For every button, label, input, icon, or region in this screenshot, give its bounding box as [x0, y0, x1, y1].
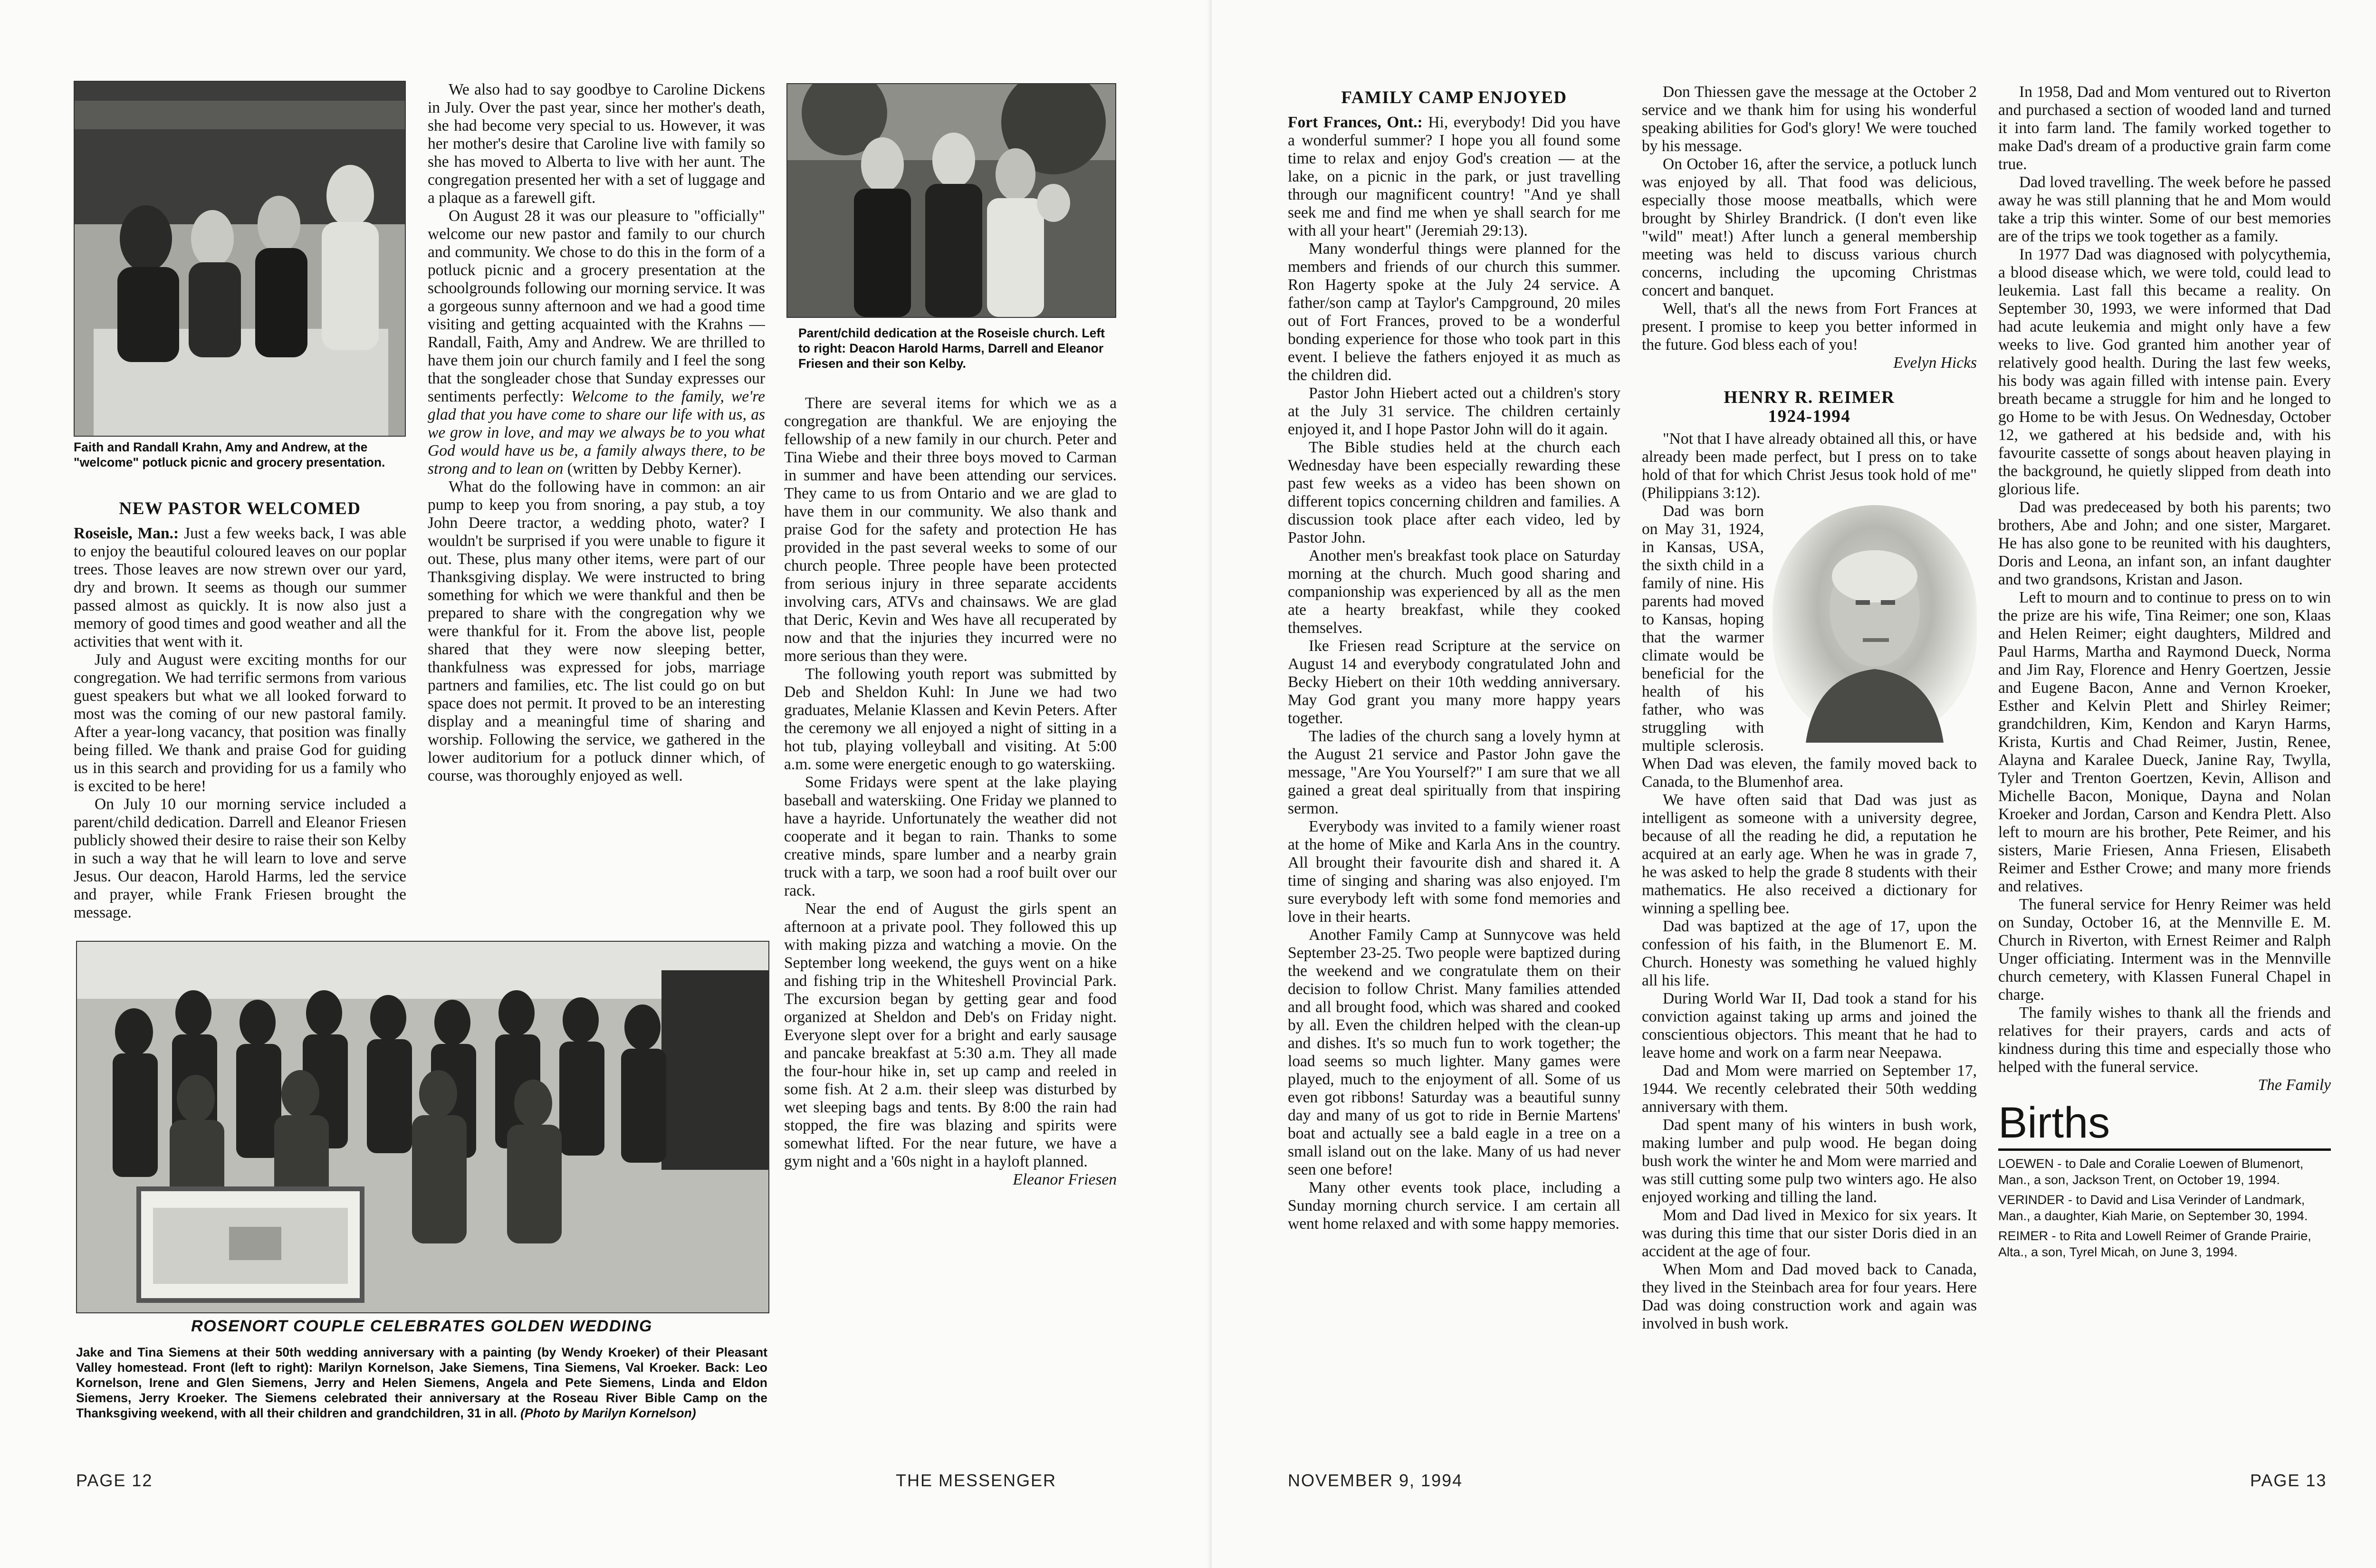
dedication-photo-caption: Parent/child dedication at the Roseisle church. Left to right: Deacon Harold Harms, Darrell and Eleanor Friesen and their son Kelby.: [798, 326, 1105, 371]
reimer-paragraph-12: Dad was predeceased by both his parents; two brothers, Abe and John; and one sister, Margaret. He has also gone to be reunited with his daughters, Doris and Leona, an infant son, an infant daughter and two grandsons, Kristan and Jason.: [1998, 498, 2331, 588]
births-rule: [1998, 1148, 2331, 1151]
pastor-paragraph-1: Just a few weeks back, I was able to enjoy the beautiful coloured leaves on our poplar trees. Those leaves are now strewn over our yard, dry and brown. It seems as though our summer passed almost as quickly. It is now also just a memory of good times and good weather and all the activities that went with it.: [74, 525, 406, 650]
births-heading: Births: [1998, 1099, 2110, 1147]
article-reimer-col3: [1998, 83, 2331, 1461]
camp-paragraph-10: Many other events took place, including a Sunday morning church service. I am certain all went home relaxed and with some happy memories.: [1288, 1179, 1620, 1233]
pastor-paragraph-3: On July 10 our morning service included a parent/child dedication. Darrell and Eleanor Friesen publicly showed their desire to raise their son Kelby in such a way that he will learn to love and serve Jesus. Our deacon, Harold Harms, led the service and prayer, while Frank Friesen brought the message.: [74, 795, 406, 921]
camp-paragraph-8: Everybody was invited to a family wiener roast at the home of Mike and Karla Ans in the country. All brought their favourite dish and shared it. A time of singing and sharing was also enjoyed. I'm sure everybody left with some fond memories and love in their hearts.: [1288, 818, 1620, 926]
siemens-photo-caption: [76, 1345, 767, 1421]
henry-reimer-portrait: [1772, 505, 1977, 743]
article-new-pastor-col3: [784, 394, 1117, 1461]
article-family-camp-col1: [1288, 83, 1620, 1461]
article-new-pastor-col1: [74, 494, 406, 924]
reimer-paragraph-3: Dad was baptized at the age of 17, upon the confession of his faith, in the Blumenort E. M. Church. Honesty was something he valued highly all his life.: [1642, 918, 1977, 989]
page-13: [1212, 0, 2376, 1568]
camp-paragraph-3: Pastor John Hiebert acted out a children's story at the July 31 service. The children certainly enjoyed it, and I hope Pastor John will do it again.: [1288, 384, 1620, 438]
krahn-family-photo: [74, 81, 406, 437]
reimer-name: HENRY R. REIMER: [1724, 388, 1895, 407]
footer-page-13: PAGE 13: [2250, 1471, 2327, 1490]
pastor-paragraph-2: July and August were exciting months for our congregation. We had terrific sermons from various guest speakers but what we all looked forward to most was the coming of our new pastoral family. After a year-long vacancy, that position was finally being filled. We thank and praise God for guiding us in this search and providing for us a family who is excited to be here!: [74, 651, 406, 795]
camp-paragraph-12: On October 16, after the service, a potluck lunch was enjoyed by all. That food was delicious, especially those moose meatballs, which were brought by Shirley Brandrick. (I don't even like "wild" meat!) After lunch a general membership meeting was held to discuss various church concerns, including the upcoming Christmas concert and banquet.: [1642, 155, 1977, 299]
pastor-paragraph-7: There are several items for which we as a congregation are thankful. We are enjoying the fellowship of a new family in our church. Peter and Tina Wiebe and their three boys moved to Carman in summer and have been attending our services. They came to us from Ontario and we are glad to have them in our community. We also thank and praise God for the safety and protection He has provided in the past several weeks to some of our church people. Three people have been protected from serious injury in three separate accidents involving cars, ATVs and chainsaws. We are glad that Deric, Kevin and Wes have all recuperated by now and that the injuries they incurred were no more serious than they were.: [784, 394, 1117, 665]
camp-paragraph-4: The Bible studies held at the church each Wednesday have been especially rewarding these past few weeks as a video has been shown on different topics concerning children and families. A discussion took place after each video, led by Pastor John.: [1288, 439, 1620, 546]
song-quote: Welcome to the family, we're glad that you have come to share our life with us, as we grow in love, and may we always be to you what God would have us be, a family always there, to be strong and to lean on: [428, 388, 765, 478]
footer-page-12: PAGE 12: [76, 1471, 153, 1490]
siemens-caption-text: Jake and Tina Siemens at their 50th wedding anniversary with a painting (by Wendy Kroeker) of their Pleasant Valley homestead. Front (left to right): Marilyn Kornelson, Jake Siemens, Tina Siemens, Val Kroeker. Back: Leo Kornelson, Irene and Glen Siemens, Jerry and Helen Siemens, Angela and Pete Siemens, Linda and Eldon Siemens, Jerry Kroeker. The Siemens celebrated their anniversary at the Roseau River Bible Camp on the Thanksgiving weekend, with all their children and grandchildren, 31 in all.: [76, 1345, 767, 1420]
footer-issue-date: NOVEMBER 9, 1994: [1288, 1471, 1463, 1490]
article-new-pastor-col2: [428, 81, 765, 924]
footer-publication: THE MESSENGER: [896, 1471, 1057, 1490]
camp-paragraph-1: Hi, everybody! Did you have a wonderful summer? I hope you all found some time to relax and enjoy God's creation — at the lake, on a picnic in the park, or just travelling through our magnificent country! "And ye shall seek me and find me when ye shall search for me with all your heart" (Jeremiah 29:13).: [1288, 114, 1620, 239]
pastor-paragraph-6: What do the following have in common: an air pump to keep you from snoring, a pay stub, a toy John Deere tractor, a wedding photo, water? I wouldn't be surprised if you were unable to figure it out. These, plus many other items, were part of our Thanksgiving display. We were instructed to bring something for which we were thankful and then be prepared to share with the congregation why we were thankful for it. From the above list, people shared that they were now sleeping better, thankfulness was expressed for jobs, marriage partners and families, etc. The list could go on but space does not permit. It proved to be an interesting display and a meaningful time of sharing and worship. Following the service, we gathered in the lower auditorium for a potluck dinner which, of course, was thoroughly enjoyed as well.: [428, 478, 765, 784]
birth-notice-loewen: LOEWEN - to Dale and Coralie Loewen of Blumenort, Man., a son, Jackson Trent, on October 19, 1994.: [1998, 1157, 2304, 1187]
reimer-paragraph-9: In 1958, Dad and Mom ventured out to Riverton and purchased a section of wooded land and turned it into farm land. The family worked together to make Dad's dream of a productive grain farm come true.: [1998, 83, 2331, 173]
pastor-paragraph-5b: (written by Debby Kerner).: [567, 460, 742, 478]
reimer-paragraph-1: Dad was born on May 31, 1924, in Kansas, USA, the sixth child in a family of nine. His parents had moved to Kansas, hoping that the warmer climate would be beneficial for the health of his father, who was struggling with multiple sclerosis. When Dad was eleven, the family moved back to Canada, to the Blumenhof area.: [1642, 502, 1977, 791]
reimer-scripture-quote: "Not that I have already obtained all this, or have already been made perfect, but I press on to take hold of that for which Christ Jesus took hold of me" (Philippians 3:12).: [1642, 430, 1977, 502]
signature-evelyn-hicks: Evelyn Hicks: [1893, 354, 1977, 372]
birth-notice-verinder: VERINDER - to David and Lisa Verinder of Landmark, Man., a daughter, Kiah Marie, on September 30, 1994.: [1998, 1193, 2308, 1223]
reimer-paragraph-15: The family wishes to thank all the friends and relatives for their prayers, cards and acts of kindness during this time and especially those who helped with the funeral service.: [1998, 1004, 2331, 1076]
camp-paragraph-13: Well, that's all the news from Fort Frances at present. I promise to keep you better informed in the future. God bless each of you!: [1642, 300, 1977, 354]
reimer-paragraph-2: We have often said that Dad was just as intelligent as someone with a university degree, because of all the reading he did, a reputation he acquired at an early age. When he was in grade 7, he was asked to help the grade 8 students with their mathematics. He also received a dictionary for winning a spelling bee.: [1642, 791, 1977, 917]
reimer-years: 1924-1994: [1768, 407, 1851, 426]
camp-paragraph-11: Don Thiessen gave the message at the October 2 service and we thank him for using his wonderful speaking abilities for God's glory! We were touched by his message.: [1642, 83, 1977, 155]
signature-eleanor-friesen: Eleanor Friesen: [1013, 1171, 1117, 1188]
pastor-paragraph-9: Some Fridays were spent at the lake playing baseball and waterskiing. One Friday we planned to have a hayride. Unfortunately the weather did not cooperate and it began to rain. Thanks to some creative minds, spare lumber and a nearby grain truck with a tarp, we soon had a roof built over our rack.: [784, 774, 1117, 899]
article-reimer-col2: [1642, 83, 1977, 1461]
reimer-paragraph-6: Dad spent many of his winters in bush work, making lumber and pulp wood. He began doing bush work the winter he and Mom were married and was still cutting some pulp two winters ago. He also enjoyed working and tilling the land.: [1642, 1116, 1977, 1206]
headline-new-pastor: NEW PASTOR WELCOMED: [119, 499, 361, 518]
reimer-paragraph-14: The funeral service for Henry Reimer was held on Sunday, October 16, at the Mennville E. M. Church in Riverton, with Ernest Reimer and Ralph Unger officiating. Interment was in the Mennville church cemetery, with Klassen Funeral Chapel in charge.: [1998, 896, 2331, 1004]
camp-paragraph-9: Another Family Camp at Sunnycove was held September 23-25. Two people were baptized during the weekend and we congratulate them on their decision to follow Christ. Many families attended and all brought food, which was shared and cooked by all. Even the children helped with the clean-up and dishes. It's so much fun to work together; the load seems so much lighter. Many games were played, much to the enjoyment of all. Some of us even got ribbons! Saturday was a beautiful sunny day and many of us got to ride in Bernie Martens' boat and actually see a bald eagle in a tree on a small island out on the lake. Many of us had never seen one before!: [1288, 926, 1620, 1178]
headline-henry-reimer: [1642, 388, 1977, 426]
dateline-fort-frances: Fort Frances, Ont.:: [1288, 114, 1423, 131]
pastor-paragraph-5a: On August 28 it was our pleasure to "officially" welcome our new pastor and family to our church and community. We chose to do this in the form of a potluck picnic and a grocery presentation at the schoolgrounds following our morning service. It was a gorgeous sunny afternoon and we had a good time visiting and getting acquainted with the Krahns — Randall, Faith, Amy and Andrew. We are thrilled to have them join our church family and I feel the song that the songleader chose that Sunday expresses our sentiments perfectly:: [428, 207, 765, 405]
siemens-photo-credit: (Photo by Marilyn Kornelson): [520, 1406, 696, 1420]
headline-family-camp: FAMILY CAMP ENJOYED: [1341, 88, 1567, 107]
camp-paragraph-5: Another men's breakfast took place on Saturday morning at the church. Much good sharing and companionship was experienced by all as the men ate a hearty breakfast, while they cooked themselves.: [1288, 547, 1620, 637]
reimer-paragraph-8: When Mom and Dad moved back to Canada, they lived in the Steinbach area for four years. Here Dad was doing construction work and again was involved in bush work.: [1642, 1261, 1977, 1332]
reimer-paragraph-4: During World War II, Dad took a stand for his conviction against taking up arms and joined the conscientious objectors. This meant that he had to leave home and work on a farm near Neepawa.: [1642, 990, 1977, 1061]
reimer-paragraph-7: Mom and Dad lived in Mexico for six years. It was during this time that our sister Doris died in an accident at the age of four.: [1642, 1206, 1977, 1260]
pastor-paragraph-10: Near the end of August the girls spent an afternoon at a private pool. They followed this up with making pizza and watching a movie. On the September long weekend, the guys went on a hike and fishing trip in the Whiteshell Provincial Park. The excursion began by getting gear and food organized at Sheldon and Deb's on Friday night. Everyone slept over for a bright and early sausage and pancake breakfast at 5:30 a.m. They all made the four-hour hike in, set up camp and reeled in some fish. At 2 a.m. their sleep was disturbed by wet sleeping bags and tents. By 8:00 the rain had stopped, the fire was blazing and spirits were somewhat lifted. For the near future, we have a gym night and a '60s night in a hayloft planned.: [784, 900, 1117, 1170]
camp-paragraph-7: The ladies of the church sang a lovely hymn at the August 21 service and Pastor John gave the message, "Are You Yourself?" I am sure that we all gained a great deal spiritually from that inspiring sermon.: [1288, 727, 1620, 817]
signature-the-family: The Family: [2258, 1076, 2331, 1094]
dedication-photo: [786, 83, 1116, 318]
pastor-paragraph-4: We also had to say goodbye to Caroline Dickens in July. Over the past year, since her mother's death, she had become very special to us. However, it was her mother's desire that Caroline live with family so she has moved to Alberta to live with her aunt. The congregation presented her with a set of luggage and a plaque as a farewell gift.: [428, 81, 765, 207]
reimer-paragraph-11: In 1977 Dad was diagnosed with polycythemia, a blood disease which, we were told, could lead to leukemia. Last fall this became a reality. On September 30, 1993, we were informed that Dad had acute leukemia and might only have a few weeks to live. God granted him another year of relatively good health. During the last few weeks, his body was again filled with intense pain. Every breath became a struggle for him and he longed to go Home to be with Jesus. On Wednesday, October 12, we gathered at his bedside and, with his favourite cassette of songs about heaven playing in the background, he quietly slipped from death into glorious life.: [1998, 246, 2331, 498]
siemens-group-photo: [76, 941, 769, 1313]
camp-paragraph-6: Ike Friesen read Scripture at the service on August 14 and everybody congratulated John and Becky Hiebert on their 10th wedding anniversary. May God grant you many more happy years together.: [1288, 637, 1620, 727]
krahn-photo-caption: Faith and Randall Krahn, Amy and Andrew, at the "welcome" potluck picnic and grocery presentation.: [74, 440, 385, 469]
birth-notice-reimer: REIMER - to Rita and Lowell Reimer of Grande Prairie, Alta., a son, Tyrel Micah, on June 3, 1994.: [1998, 1229, 2311, 1259]
reimer-paragraph-13: Left to mourn and to continue to press on to win the prize are his wife, Tina Reimer; one son, Klaas and Helen Reimer; eight daughters, Mildred and Paul Harms, Martha and Raymond Dueck, Norma and Jim Ray, Florence and Henry Goertzen, Jessie and Eugene Bacon, Anne and Vernon Kroeker, Esther and Kelvin Plett and Shirley Reimer; grandchildren, Kim, Kendon and Karyn Harms, Krista, Kurtis and Chad Reimer, Justin, Renee, Alayna and Karalee Dueck, Janine Ray, Twylla, Tyler and Trenton Goertzen, Kevin, Allison and Michelle Bacon, Monique, Dayna and Nolan Kroeker and Jordan, Carson and Kendra Plett. Also left to mourn are his brother, Pete Reimer, and his sisters, Marie Friesen, Anna Friesen, Elisabeth Reimer and Esther Crowe; and many more friends and relatives.: [1998, 589, 2331, 895]
pastor-paragraph-8: The following youth report was submitted by Deb and Sheldon Kuhl: In June we had two graduates, Melanie Klassen and Kevin Peters. After the ceremony we all enjoyed a night of sitting in a hot tub, playing volleyball and visiting. At 5:00 a.m. some were energetic enough to go waterskiing.: [784, 665, 1117, 773]
reimer-paragraph-10: Dad loved travelling. The week before he passed away he was still planning that he and Mom would take a trip this winter. Some of our best memories are of the trips we took together as a family.: [1998, 173, 2331, 245]
headline-golden-wedding: ROSENORT COUPLE CELEBRATES GOLDEN WEDDING: [191, 1317, 652, 1335]
reimer-paragraph-5: Dad and Mom were married on September 17, 1944. We recently celebrated their 50th wedding anniversary with them.: [1642, 1062, 1977, 1116]
camp-paragraph-2: Many wonderful things were planned for the members and friends of our church this summer. Ron Hagerty spoke at the July 24 service. A father/son camp at Taylor's Campground, 20 miles out of Fort Frances, proved to be a wonderful bonding experience for those who took part in this event. I believe the fathers enjoyed it as much as the children did.: [1288, 240, 1620, 384]
dateline-roseisle: Roseisle, Man.:: [74, 525, 179, 542]
